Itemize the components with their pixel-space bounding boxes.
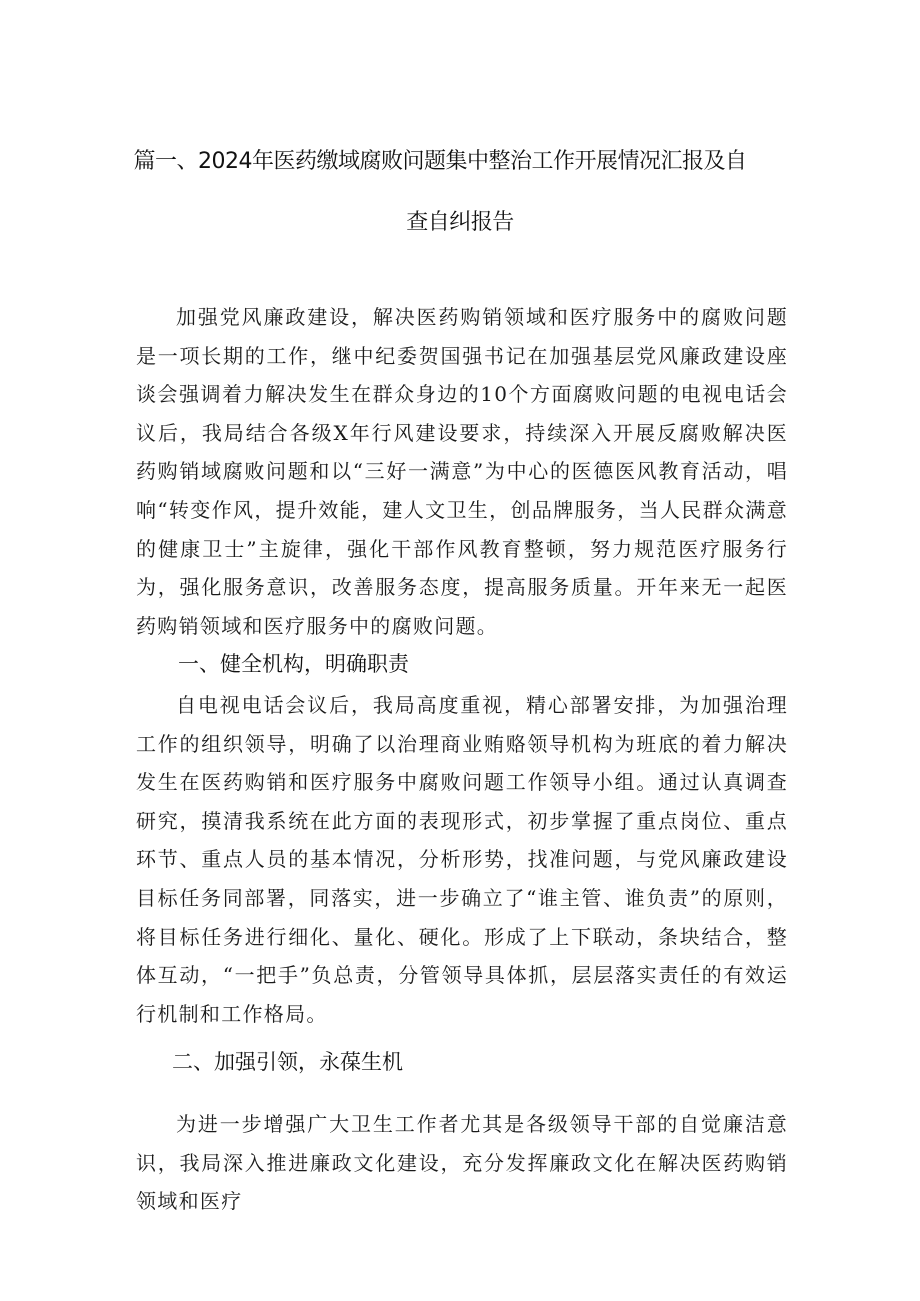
document-title-line-2: 查自纠报告 (406, 210, 514, 235)
section-1-heading: 一、健全机构，明确职责 (178, 652, 409, 676)
section-2-heading: 二、加强引领，永葆生机 (172, 1050, 403, 1074)
section-1-paragraph: 自电视电话会议后，我局高度重视，精心部署安排，为加强治理工作的组织领导，明确了以治理商业贿赂领导机构为班底的着力解决发生在医药购销和医疗服务中腐败问题工作领导小组。通过认真调查研究，摸清我系统在此方面的表现形式，初步掌握了重点岗位、重点环节、重点人员的基本情况，分析形势，找准问题，与党风廉政建设目标任务同部署，同落实，进一步确立了“谁主管、谁负责”的原则，将目标任务进行细化、量化、硬化。形成了上下联动，条块结合，整体互动，“一把手”负总责，分管领导具体抓，层层落实责任的有效运行机制和工作格局。 (136, 693, 788, 1026)
intro-paragraph: 加强党风廉政建设，解决医药购销领域和医疗服务中的腐败问题是一项长期的工作，继中纪委贺国强书记在加强基层党风廉政建设座谈会强调着力解决发生在群众身边的10个方面腐败问题的电视电话会议后，我局结合各级X年行风建设要求，持续深入开展反腐败解决医药购销域腐败问题和以“三好一满意”为中心的医德医风教育活动，唱响“转变作风，提升效能，建人文卫生，创品牌服务，当人民群众满意的健康卫士”主旋律，强化干部作风教育整顿，努力规范医疗服务行为，强化服务意识，改善服务态度，提高服务质量。开年来无一起医药购销领域和医疗服务中的腐败问题。 (136, 305, 788, 638)
document-title-line-1: 篇一、2024年医药缴域腐败问题集中整治工作开展情况汇报及自 (133, 149, 747, 174)
section-2-paragraph: 为进一步增强广大卫生工作者尤其是各级领导干部的自觉廉洁意识，我局深入推进廉政文化建设，充分发挥廉政文化在解决医药购销领域和医疗 (136, 1112, 788, 1214)
